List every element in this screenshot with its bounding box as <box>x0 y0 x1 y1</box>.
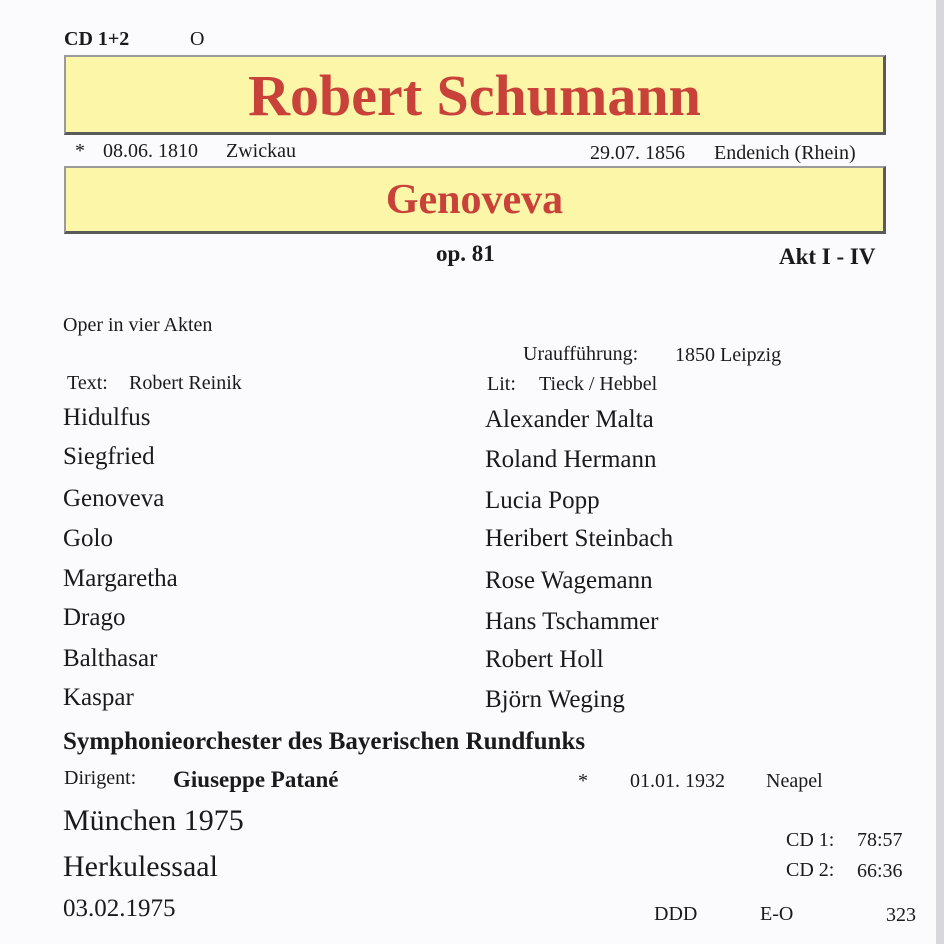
composer-death-place: Endenich (Rhein) <box>714 142 856 164</box>
code-label: E-O <box>760 903 794 925</box>
singer-name: Hans Tschammer <box>485 608 659 635</box>
recording-city-year: München 1975 <box>63 804 244 837</box>
duration-value: 78:57 <box>857 829 903 851</box>
role-name: Kaspar <box>63 684 134 711</box>
catalog-number: 323 <box>886 904 916 926</box>
acts-label: Akt I - IV <box>779 244 876 269</box>
singer-name: Robert Holl <box>485 646 604 673</box>
singer-name: Lucia Popp <box>485 487 600 514</box>
work-banner <box>64 166 886 234</box>
orchestra-name: Symphonieorchester des Bayerischen Rundfunks <box>63 728 586 755</box>
duration-label: CD 1: <box>786 829 835 851</box>
recording-date: 03.02.1975 <box>63 895 176 922</box>
composer-death-date: 29.07. 1856 <box>590 142 685 164</box>
premiere-label: Uraufführung: <box>523 343 639 365</box>
recording-venue: Herkulessaal <box>63 850 218 883</box>
conductor-birth-place: Neapel <box>766 770 823 792</box>
singer-name: Roland Hermann <box>485 446 657 473</box>
lit-label: Lit: <box>487 373 516 395</box>
cd-label: CD 1+2 <box>64 28 130 50</box>
page-edge <box>936 0 944 944</box>
composer-name: Robert Schumann <box>248 63 701 128</box>
role-name: Siegfried <box>63 443 155 470</box>
singer-name: Björn Weging <box>485 686 625 713</box>
conductor-birth-symbol: * <box>578 770 588 792</box>
singer-name: Rose Wagemann <box>485 567 653 594</box>
birth-symbol: * <box>75 140 85 162</box>
singer-name: Alexander Malta <box>485 406 654 433</box>
role-name: Genoveva <box>63 485 165 512</box>
text-label: Text: <box>67 372 108 394</box>
duration-label: CD 2: <box>786 859 835 881</box>
conductor-label: Dirigent: <box>64 767 137 789</box>
format-label: DDD <box>654 903 698 925</box>
lit-value: Tieck / Hebbel <box>539 373 658 395</box>
role-name: Golo <box>63 525 113 552</box>
conductor-birth-date: 01.01. 1932 <box>630 770 725 792</box>
marker-label: O <box>190 28 205 50</box>
duration-value: 66:36 <box>857 860 903 882</box>
composer-birth-place: Zwickau <box>226 140 296 162</box>
conductor-name: Giuseppe Patané <box>173 767 339 792</box>
work-title: Genoveva <box>385 177 564 223</box>
composer-banner <box>64 55 886 135</box>
premiere-value: 1850 Leipzig <box>675 344 782 366</box>
role-name: Hidulfus <box>63 404 151 431</box>
text-value: Robert Reinik <box>129 372 242 394</box>
composer-birth-date: 08.06. 1810 <box>103 140 198 162</box>
opus-number: op. 81 <box>436 241 495 266</box>
role-name: Drago <box>63 604 126 631</box>
work-description: Oper in vier Akten <box>63 314 213 336</box>
role-name: Balthasar <box>63 645 158 672</box>
role-name: Margaretha <box>63 565 178 592</box>
singer-name: Heribert Steinbach <box>485 525 674 552</box>
